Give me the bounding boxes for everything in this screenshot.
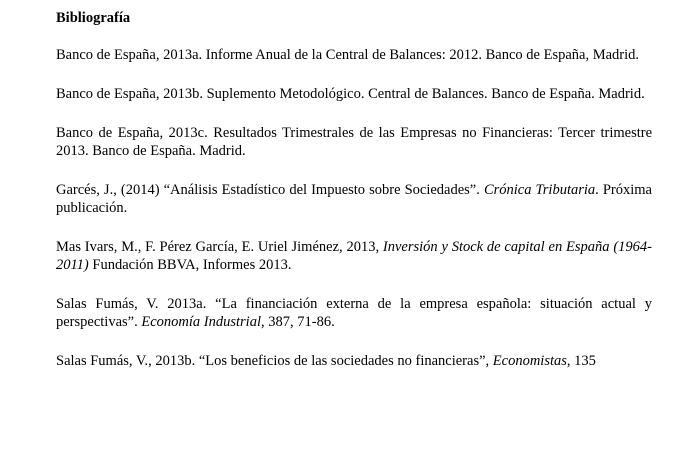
reference-journal-title: Crónica Tributaria — [483, 182, 596, 198]
reference-mas-ivars-2013 — [56, 238, 652, 274]
reference-text: Mas Ivars, M., F. Pérez García, E. Uriel Jiménez, 2013, — [56, 239, 383, 255]
reference-garces-2014 — [56, 181, 652, 217]
reference-text: , 135 — [566, 353, 596, 369]
reference-text: Garcés, J., (2014) “Análisis Estadístico del Impuesto sobre Sociedades”. — [56, 182, 484, 198]
reference-text: Banco de España, 2013a. Informe Anual de la Central de Balances: 2012. Banco de España, Madrid. — [56, 47, 640, 63]
reference-banco-espana-2013b — [56, 85, 652, 103]
reference-book-title: Inversión y Stock de capital en España (1964-2011) — [56, 239, 652, 273]
reference-journal-title: Economistas — [492, 353, 567, 369]
reference-text: . Próxima publicación. — [56, 182, 652, 216]
reference-text: Fundación BBVA, Informes 2013. — [88, 257, 292, 273]
reference-salas-fumas-2013b — [56, 352, 652, 370]
reference-journal-title: Economía Industrial — [141, 314, 261, 330]
reference-list — [56, 46, 652, 391]
reference-text: Banco de España, 2013b. Suplemento Metodológico. Central de Balances. Banco de España. Madrid. — [56, 86, 645, 102]
bibliography-heading: Bibliografía — [56, 10, 131, 26]
reference-text: Salas Fumás, V., 2013b. “Los beneficios de las sociedades no financieras”, — [56, 353, 493, 369]
reference-salas-fumas-2013a — [56, 295, 652, 331]
reference-text: Banco de España, 2013c. Resultados Trimestrales de las Empresas no Financieras: Tercer trimestre 2013. Banco de España. Madrid. — [56, 125, 652, 159]
reference-banco-espana-2013a — [56, 46, 652, 64]
reference-text: , 387, 71-86. — [260, 314, 335, 330]
reference-banco-espana-2013c — [56, 124, 652, 160]
reference-text: Salas Fumás, V. 2013a. “La financiación externa de la empresa española: situación actual y perspectivas”. — [56, 296, 652, 330]
